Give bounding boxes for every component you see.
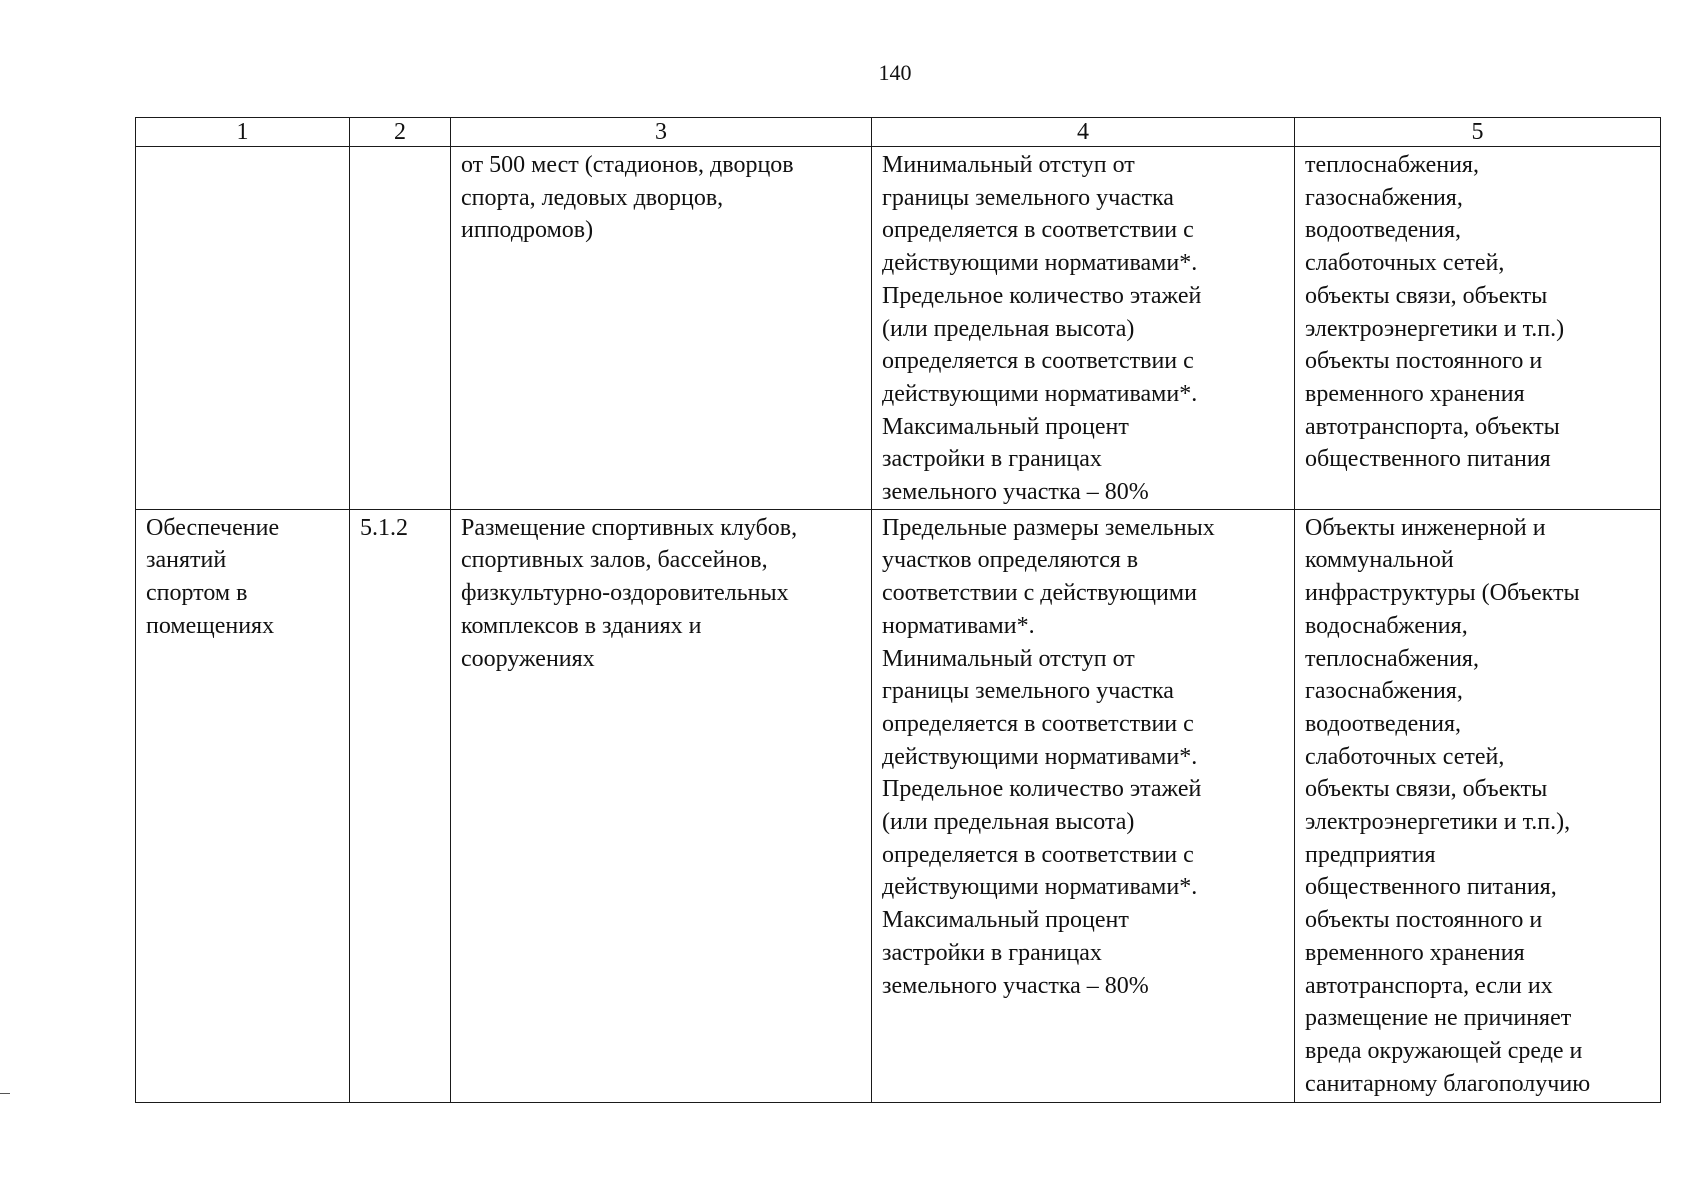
row-1-parameters: Минимальный отступ от границы земельного участка определяется в соответствии с действующими нормативами*. Предельное количество этажей (или предельная высота) определяется в соответствии с действующими нормативами*. Максимальный процент застройки в границах земельного участка – 80% (872, 147, 1295, 510)
column-header-5: 5 (1295, 118, 1661, 147)
row-1-description: от 500 мест (стадионов, дворцов спорта, ледовых дворцов, ипподромов) (451, 147, 872, 510)
row-2-auxiliary-uses: Объекты инженерной и коммунальной инфраструктуры (Объекты водоснабжения, теплоснабжения, газоснабжения, водоотведения, слаботочных сетей, объекты связи, объекты электроэнергетики и т.п.), предприятия общественного питания, объекты постоянного и временного хранения автотранспорта, если их размещение не причиняет вреда окружающей среде и санитарному благополучию (1295, 509, 1661, 1102)
column-header-1: 1 (136, 118, 350, 147)
row-1-use-name (136, 147, 350, 510)
scan-edge-mark (0, 1093, 10, 1094)
table-header-row (136, 118, 1661, 147)
table-row (136, 147, 1661, 510)
row-2-use-code: 5.1.2 (350, 509, 451, 1102)
row-2-parameters: Предельные размеры земельных участков определяются в соответствии с действующими нормативами*. Минимальный отступ от границы земельного участка определяется в соответствии с действующими нормативами*. Предельное количество этажей (или предельная высота) определяется в соответствии с действующими нормативами*. Максимальный процент застройки в границах земельного участка – 80% (872, 509, 1295, 1102)
column-header-2: 2 (350, 118, 451, 147)
column-header-4: 4 (872, 118, 1295, 147)
row-1-use-code (350, 147, 451, 510)
page-number: 140 (878, 60, 912, 85)
row-2-use-name: Обеспечение занятий спортом в помещениях (136, 509, 350, 1102)
row-2-description: Размещение спортивных клубов, спортивных залов, бассейнов, физкультурно-оздоровительных комплексов в зданиях и сооружениях (451, 509, 872, 1102)
row-1-auxiliary-uses: теплоснабжения, газоснабжения, водоотведения, слаботочных сетей, объекты связи, объекты электроэнергетики и т.п.) объекты постоянного и временного хранения автотранспорта, объекты общественного питания (1295, 147, 1661, 510)
table-row (136, 509, 1661, 1102)
column-header-3: 3 (451, 118, 872, 147)
regulations-table (135, 117, 1661, 1103)
